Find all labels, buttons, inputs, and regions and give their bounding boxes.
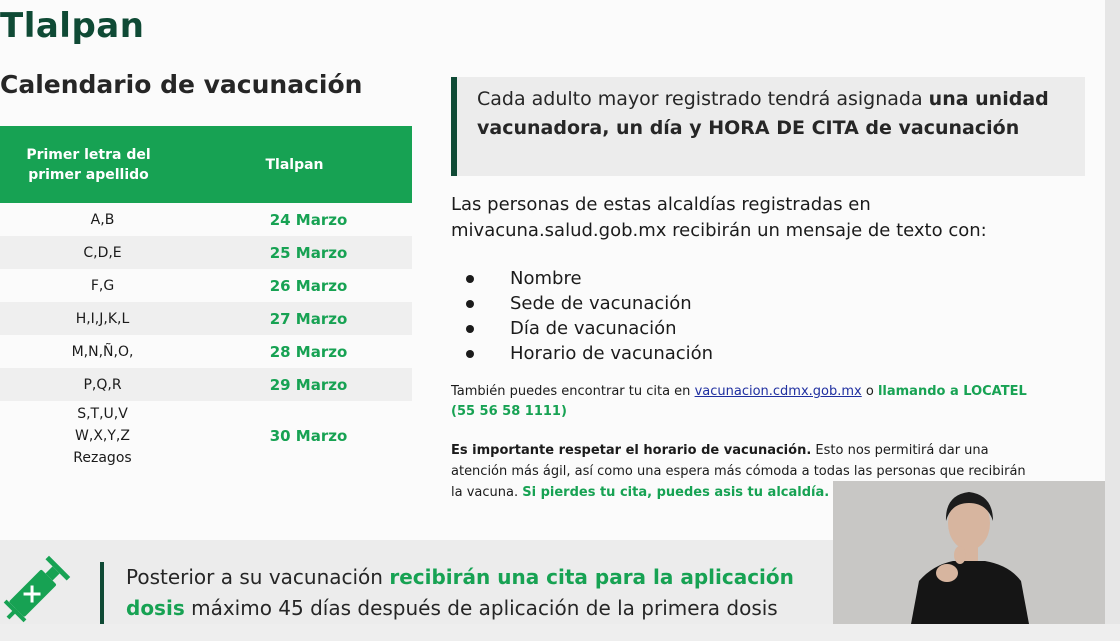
list-item	[464, 291, 713, 316]
list-item	[464, 316, 713, 341]
schedule-table	[0, 126, 412, 471]
note-bold: Es importante respetar el horario de vacunación.	[451, 443, 812, 458]
header-alcaldia: Tlalpan	[265, 156, 324, 173]
table-row	[0, 203, 412, 236]
row-letters: C,D,E	[83, 244, 122, 261]
row-letters-line: Rezagos	[73, 450, 132, 466]
row-letters-line: S,T,U,V	[77, 406, 128, 422]
row-letters: M,N,Ñ,O,	[71, 343, 134, 360]
row-date: 25 Marzo	[269, 243, 348, 262]
calendar-subtitle: Calendario de vacunación	[0, 70, 363, 99]
list-item-label: Horario de vacunación	[510, 343, 714, 364]
banner-highlight: recibirán una cita para la aplicación	[389, 565, 794, 589]
table-row	[0, 368, 412, 401]
callout-bold: una unidad vacunadora, un día y HORA DE CITA de vacunación	[477, 88, 1049, 139]
list-item	[464, 341, 713, 366]
row-date: 26 Marzo	[269, 276, 348, 295]
note-text: o	[861, 384, 878, 399]
bullet-icon	[466, 300, 474, 308]
row-date: 29 Marzo	[269, 375, 348, 394]
list-item-label: Sede de vacunación	[510, 293, 692, 314]
row-letters: F,G	[90, 277, 115, 294]
missed-appointment-note: Si pierdes tu cita, puedes asis tu alcaldía.	[522, 485, 830, 500]
syringe-icon	[0, 550, 80, 624]
banner-highlight: dosis	[126, 596, 185, 620]
locatel-phone: llamando a LOCATEL (55 56 58 1111)	[451, 384, 1027, 419]
banner-divider	[100, 562, 104, 624]
interpreter-figure	[833, 481, 1105, 624]
appointment-callout	[451, 77, 1085, 176]
bullet-icon	[466, 325, 474, 333]
bullet-icon	[466, 350, 474, 358]
row-letters	[0, 403, 205, 469]
row-date: 28 Marzo	[269, 342, 348, 361]
row-date: 27 Marzo	[269, 309, 348, 328]
row-letters: A,B	[90, 211, 115, 228]
sms-paragraph: Las personas de estas alcaldías registradas en mivacuna.salud.gob.mx recibirán un mensaje de texto con:	[451, 194, 987, 241]
page-title: Tlalpan	[0, 6, 145, 46]
note-text: Esto nos permitirá dar una atención más ágil, así como una espera más cómoda a todas las personas que recibirán la vacuna.	[451, 443, 1026, 500]
window-bottom-edge	[0, 624, 1120, 641]
banner-text	[126, 562, 846, 624]
table-row	[0, 302, 412, 335]
table-row	[0, 401, 412, 471]
row-date: 30 Marzo	[269, 427, 348, 445]
note-text: También puedes encontrar tu cita en	[451, 384, 695, 399]
row-letters: P,Q,R	[83, 376, 122, 393]
banner-suffix: máximo 45 días después de aplicación de la primera dosis	[184, 596, 778, 620]
row-date: 24 Marzo	[269, 210, 348, 229]
table-header	[0, 126, 412, 203]
banner-prefix: Posterior a su vacunación	[126, 565, 390, 589]
bullet-icon	[466, 275, 474, 283]
list-item-label: Nombre	[510, 268, 582, 289]
vacunacion-link[interactable]: vacunacion.cdmx.gob.mx	[694, 384, 862, 399]
callout-text: Cada adulto mayor registrado tendrá asignada	[477, 88, 929, 110]
row-letters-line: W,X,Y,Z	[75, 428, 130, 444]
header-letter: Primer letra del primer apellido	[26, 146, 151, 183]
table-row	[0, 335, 412, 368]
table-row	[0, 269, 412, 302]
sign-language-interpreter-video	[833, 481, 1105, 624]
sms-bullet-list	[464, 266, 713, 366]
table-row	[0, 236, 412, 269]
list-item	[464, 266, 713, 291]
list-item-label: Día de vacunación	[510, 318, 677, 339]
row-letters: H,I,J,K,L	[75, 310, 130, 327]
window-edge	[1105, 0, 1120, 641]
appointment-lookup-note	[451, 382, 1051, 422]
